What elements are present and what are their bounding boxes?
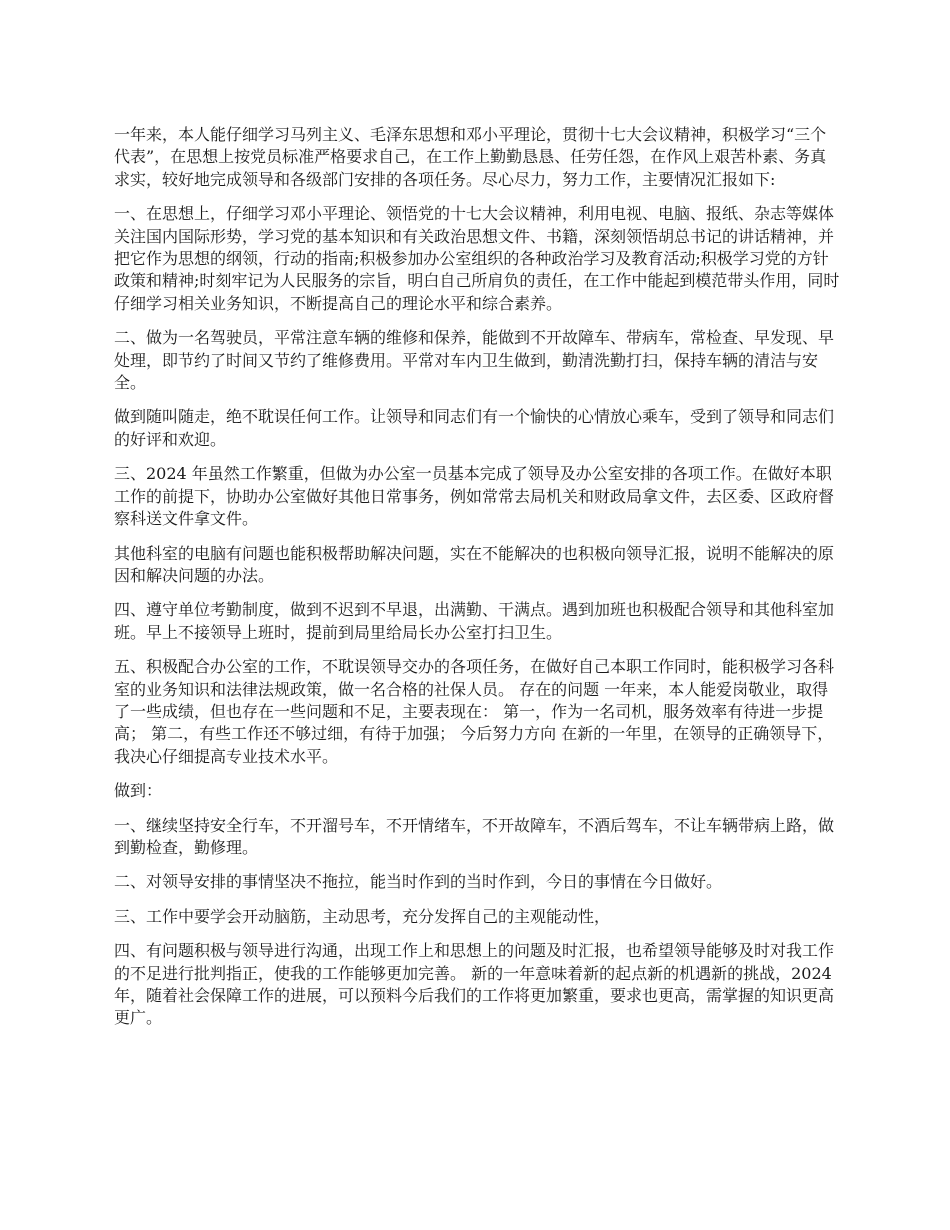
paragraph-communication: 四、有问题积极与领导进行沟通，出现工作上和思想上的问题及时汇报，也希望领导能够及时对我工作的不足进行批判指正，使我的工作能够更加完善。 新的一年意味着新的起点新的机遇新的挑战，2024 年，随着社会保障工作的进展，可以预料今后我们的工作将更加繁重，要求也更高，需掌握的知识更高更广。 — [114, 941, 835, 1028]
paragraph-office-work: 三、2024 年虽然工作繁重，但做为办公室一员基本完成了领导及办公室安排的各项工作。在做好本职工作的前提下，协助办公室做好其他日常事务，例如常常去局机关和财政局拿文件，去区委、区政府督察科送文件拿文件。 — [114, 464, 835, 529]
paragraph-computer-help: 其他科室的电脑有问题也能积极帮助解决问题，实在不能解决的也积极向领导汇报，说明不能解决的原因和解决问题的办法。 — [114, 543, 835, 585]
paragraph-achieve-heading: 做到： — [114, 781, 163, 801]
paragraph-on-call: 做到随叫随走，绝不耽误任何工作。让领导和同志们有一个愉快的心情放心乘车，受到了领导和同志们的好评和欢迎。 — [114, 407, 835, 449]
paragraph-safe-driving: 一、继续坚持安全行车，不开溜号车，不开情绪车，不开故障车，不酒后驾车，不让车辆带病上路，做到勤检查，勤修理。 — [114, 815, 835, 857]
paragraph-initiative: 三、工作中要学会开动脑筋，主动思考，充分发挥自己的主观能动性， — [114, 906, 611, 926]
document-body — [114, 124, 842, 1042]
paragraph-no-delay: 二、对领导安排的事情坚决不拖拉，能当时作到的当时作到，今日的事情在今日做好。 — [114, 872, 723, 892]
paragraph-attendance: 四、遵守单位考勤制度，做到不迟到不早退，出满勤、干满点。遇到加班也积极配合领导和其他科室加班。早上不接领导上班时，提前到局里给局长办公室打扫卫生。 — [114, 600, 835, 642]
paragraph-driver: 二、做为一名驾驶员，平常注意车辆的维修和保养，能做到不开故障车、带病车，常检查、早发现、早处理，即节约了时间又节约了维修费用。平常对车内卫生做到，勤清洗勤打扫，保持车辆的清洁与安全。 — [114, 328, 835, 393]
paragraph-cooperation-issues: 五、积极配合办公室的工作，不耽误领导交办的各项任务，在做好自己本职工作同时，能积极学习各科室的业务知识和法律法规政策，做一名合格的社保人员。 存在的问题 一年来，本人能爱岗敬业，取得了一些成绩，但也存在一些问题和不足，主要表现在： 第一，作为一名司机，服务效率有待进一步提高； 第二，有些工作还不够过细，有待于加强； 今后努力方向 在新的一年里，在领导的正确领导下，我决心仔细提高专业技术水平。 — [114, 657, 835, 766]
paragraph-intro: 一年来，本人能仔细学习马列主义、毛泽东思想和邓小平理论，贯彻十七大会议精神，积极学习“三个代表”，在思想上按党员标准严格要求自己，在工作上勤勤恳恳、任劳任怨，在作风上艰苦朴素、务真求实，较好地完成领导和各级部门安排的各项任务。尽心尽力，努力工作，主要情况汇报如下: — [114, 125, 827, 189]
paragraph-thought: 一、在思想上，仔细学习邓小平理论、领悟党的十七大会议精神，利用电视、电脑、报纸、杂志等媒体关注国内国际形势，学习党的基本知识和有关政治思想文件、书籍，深刻领悟胡总书记的讲话精神，并把它作为思想的纲领，行动的指南;积极参加办公室组织的各种政治学习及教育活动;积极学习党的方针政策和精神;时刻牢记为人民服务的宗旨，明白自己所肩负的责任，在工作中能起到模范带头作用，同时仔细学习相关业务知识，不断提高自己的理论水平和综合素养。 — [114, 204, 840, 313]
